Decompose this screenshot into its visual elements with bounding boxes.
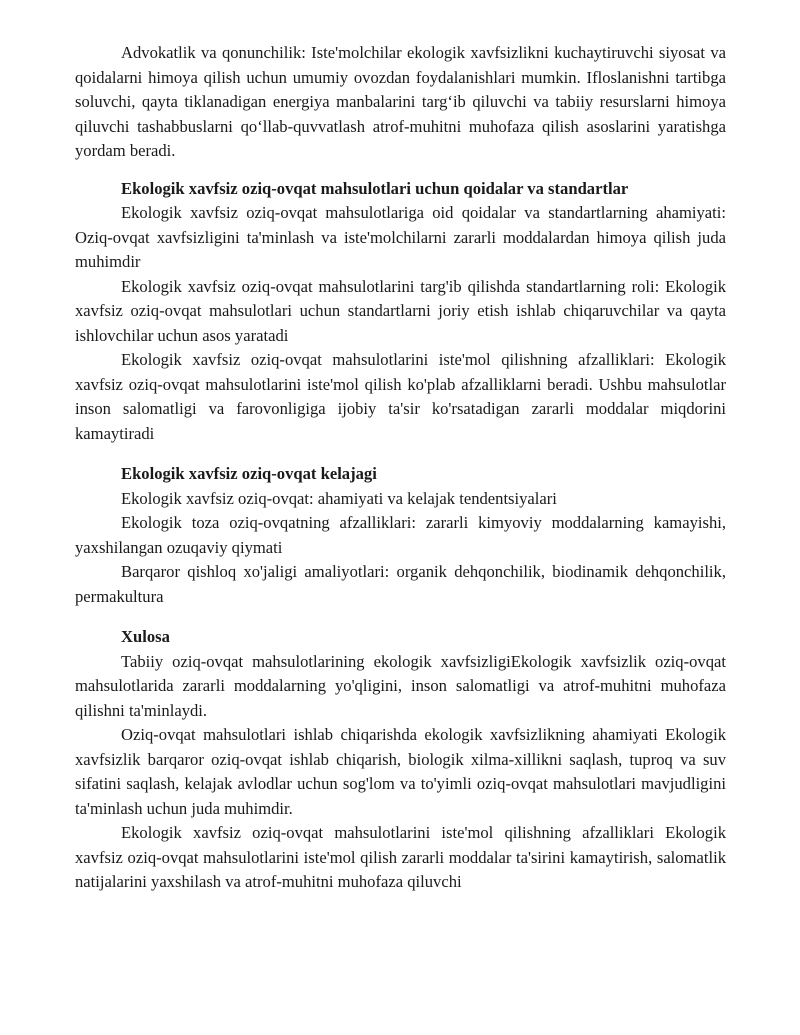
paragraph-conclusion-safety: Tabiiy oziq-ovqat mahsulotlarining ekologik xavfsizligiEkologik xavfsizlik oziq-ovqat mahsulotlarida zararli moddalarning yo'qligini, inson salomatligi va atrof-muhitni muhofaza qilishni ta'minlaydi.: [75, 651, 726, 720]
paragraph-advocacy: Advokatlik va qonunchilik: Iste'molchilar ekologik xavfsizlikni kuchaytiruvchi siyosat va qoidalarni himoya qilish uchun umumiy ovozdan foydalanishlari mumkin. Ifloslanishni tartibga soluvchi, qayta tiklanadigan energiya manbalarini targ‘ib qiluvchi va tabiiy resurslarni himoya qiluvchi tashabbuslarni qo‘llab-quvvatlash atrof-muhitni muhofaza qilish asoslarini yaratishga yordam beradi.: [75, 43, 726, 160]
paragraph-standards-benefits: Ekologik xavfsiz oziq-ovqat mahsulotlarini iste'mol qilishning afzalliklari: Ekologik xavfsiz oziq-ovqat mahsulotlarini iste'mol qilish ko'plab afzalliklarni beradi. Ushbu mahsulotlar inson salomatligi va farovonligiga ijobiy ta'sir ko'rsatadigan zararli moddalar miqdorini kamaytiradi: [75, 350, 726, 443]
paragraph-standards-role: Ekologik xavfsiz oziq-ovqat mahsulotlarini targ'ib qilishda standartlarning roli: Ekologik xavfsiz oziq-ovqat mahsulotlari uchun standartlarni joriy etish ishlab chiqaruvchilar va qayta ishlovchilar uchun asos yaratadi: [75, 276, 726, 345]
heading-conclusion: Xulosa: [121, 627, 170, 646]
paragraph-standards-importance: Ekologik xavfsiz oziq-ovqat mahsulotlariga oid qoidalar va standartlarning ahamiyati: Oziq-ovqat xavfsizligini ta'minlash va iste'molchilarni zararli moddalardan himoya qilish juda muhimdir: [75, 203, 726, 271]
paragraph-conclusion-importance: Oziq-ovqat mahsulotlari ishlab chiqarishda ekologik xavfsizlikning ahamiyati Ekologik xavfsizlik barqaror oziq-ovqat ishlab chiqarish, biologik xilma-xillikni saqlash, tuproq va suv sifatini saqlash, kelajak avlodlar uchun sog'lom va to'yimli oziq-ovqat mahsulotlari mavjudligini ta'minlash uchun juda muhimdir.: [75, 725, 726, 818]
document-page: [75, 41, 726, 895]
paragraph-future-trends: Ekologik xavfsiz oziq-ovqat: ahamiyati va kelajak tendentsiyalari: [121, 488, 557, 508]
heading-standards: Ekologik xavfsiz oziq-ovqat mahsulotlari uchun qoidalar va standartlar: [121, 178, 629, 198]
heading-future: Ekologik xavfsiz oziq-ovqat kelajagi: [121, 464, 377, 483]
paragraph-future-practices: Barqaror qishloq xo'jaligi amaliyotlari: organik dehqonchilik, biodinamik dehqonchilik, permakultura: [75, 562, 726, 606]
paragraph-conclusion-benefits: Ekologik xavfsiz oziq-ovqat mahsulotlarini iste'mol qilishning afzalliklari Ekologik xavfsiz oziq-ovqat mahsulotlarini iste'mol qilish zararli moddalar ta'sirini kamaytirish, salomatlik natijalarini yaxshilash va atrof-muhitni muhofaza qiluvchi: [75, 823, 726, 891]
paragraph-future-benefits: Ekologik toza oziq-ovqatning afzalliklari: zararli kimyoviy moddalarning kamayishi, yaxshilangan ozuqaviy qiymati: [75, 513, 726, 557]
